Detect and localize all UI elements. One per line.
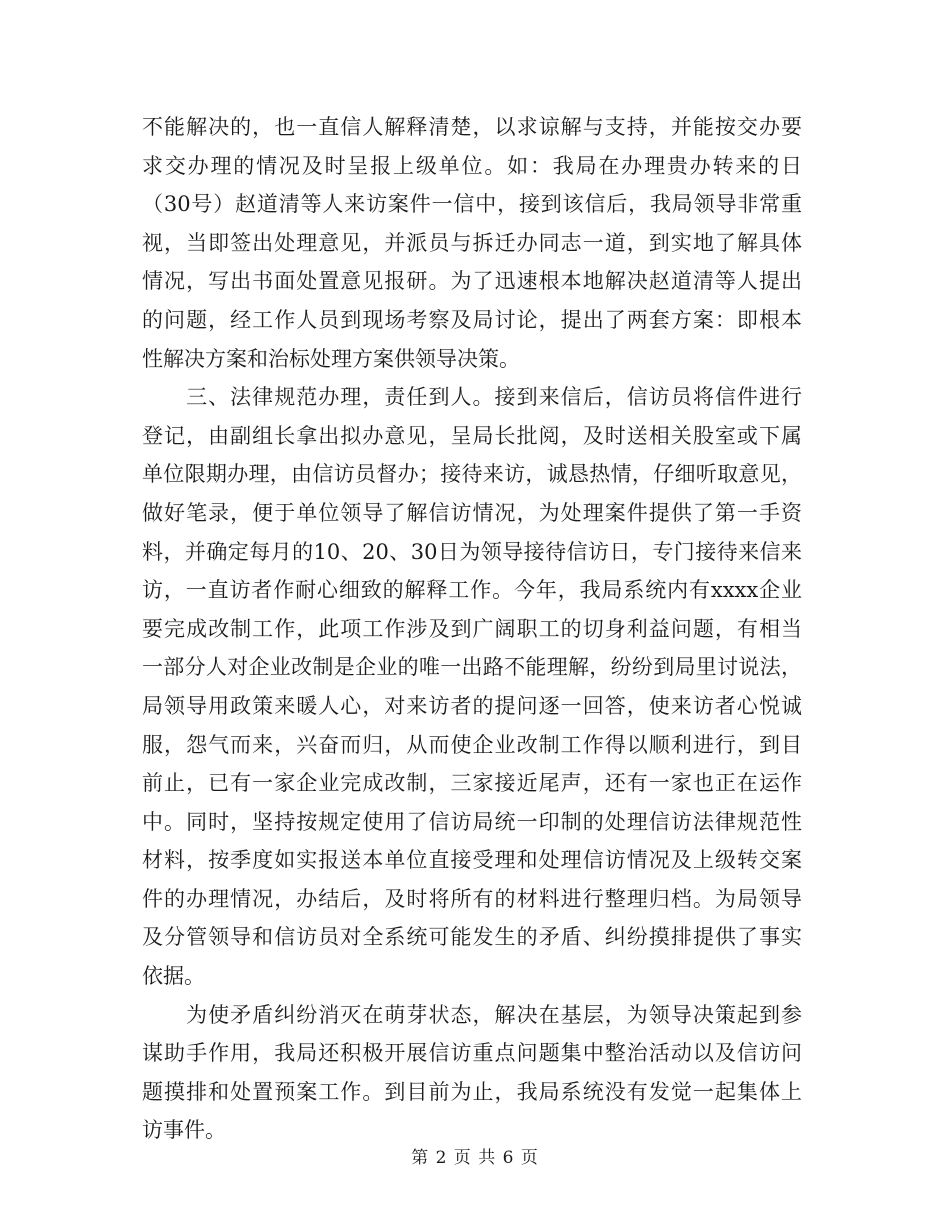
text-line: 不能解决的，也一直信人解释清楚，以求谅解与支持，并能按交办要 (142, 115, 802, 139)
paragraph-1 (142, 108, 802, 378)
text-line: 件的办理情况，办结后，及时将所有的材料进行整理归档。为局领导 (142, 886, 802, 911)
text-line: 材料，按季度如实报送本单位直接受理和处理信访情况及上级转交案 (142, 848, 802, 873)
text-line: 性解决方案和治标处理方案供领导决策。 (142, 346, 520, 371)
text-line: 及分管领导和信访员对全系统可能发生的矛盾、纠纷摸排提供了事实 (142, 925, 802, 950)
text-line: 要完成改制工作，此项工作涉及到广阔职工的切身利益问题，有相当 (142, 616, 802, 641)
text-line: 三、法律规范办理，责任到人。接到来信后，信访员将信件进行 (142, 385, 802, 410)
paragraph-2 (142, 378, 802, 996)
text-line: 谋助手作用，我局还积极开展信访重点问题集中整治活动以及信访问 (142, 1041, 802, 1066)
text-line: 视，当即签出处理意见，并派员与拆迁办同志一道，到实地了解具体 (142, 230, 802, 255)
text-line: 中。同时，坚持按规定使用了信访局统一印制的处理信访法律规范性 (142, 809, 802, 834)
text-line: 为使矛盾纠纷消灭在萌芽状态，解决在基层，为领导决策起到参 (142, 1002, 802, 1027)
text-line: 单位限期办理，由信访员督办；接待来访，诚恳热情，仔细听取意见， (142, 462, 802, 487)
page-number: 第 2 页 共 6 页 (411, 1148, 539, 1168)
text-line: 题摸排和处置预案工作。到目前为止，我局系统没有发觉一起集体上 (142, 1079, 802, 1104)
paragraph-3 (142, 996, 802, 1150)
text-line: 访事件。 (142, 1118, 226, 1143)
text-line: 依据。 (142, 964, 205, 989)
document-body (142, 108, 802, 1150)
text-line: （30号）赵道清等人来访案件一信中，接到该信后，我局领导非常重 (142, 192, 802, 217)
text-line: 情况，写出书面处置意见报研。为了迅速根本地解决赵道清等人提出 (142, 269, 802, 294)
text-line: 一部分人对企业改制是企业的唯一出路不能理解，纷纷到局里讨说法， (142, 655, 802, 680)
text-line: 局领导用政策来暖人心，对来访者的提问逐一回答，使来访者心悦诚 (142, 693, 802, 718)
text-line: 求交办理的情况及时呈报上级单位。如：我局在办理贵办转来的日 (142, 153, 802, 178)
text-line: 做好笔录，便于单位领导了解信访情况，为处理案件提供了第一手资 (142, 500, 802, 525)
text-line: 登记，由副组长拿出拟办意见，呈局长批阅，及时送相关股室或下属 (142, 423, 802, 448)
text-line: 的问题，经工作人员到现场考察及局讨论，提出了两套方案：即根本 (142, 307, 802, 332)
text-line: 服，怨气而来，兴奋而归，从而使企业改制工作得以顺利进行，到目 (142, 732, 802, 757)
text-line: 访，一直访者作耐心细致的解释工作。今年，我局系统内有xxxx企业 (142, 578, 802, 603)
text-line: 料，并确定每月的10、20、30日为领导接待信访日，专门接待来信来 (142, 539, 802, 564)
text-line: 前止，已有一家企业完成改制，三家接近尾声，还有一家也正在运作 (142, 771, 802, 796)
